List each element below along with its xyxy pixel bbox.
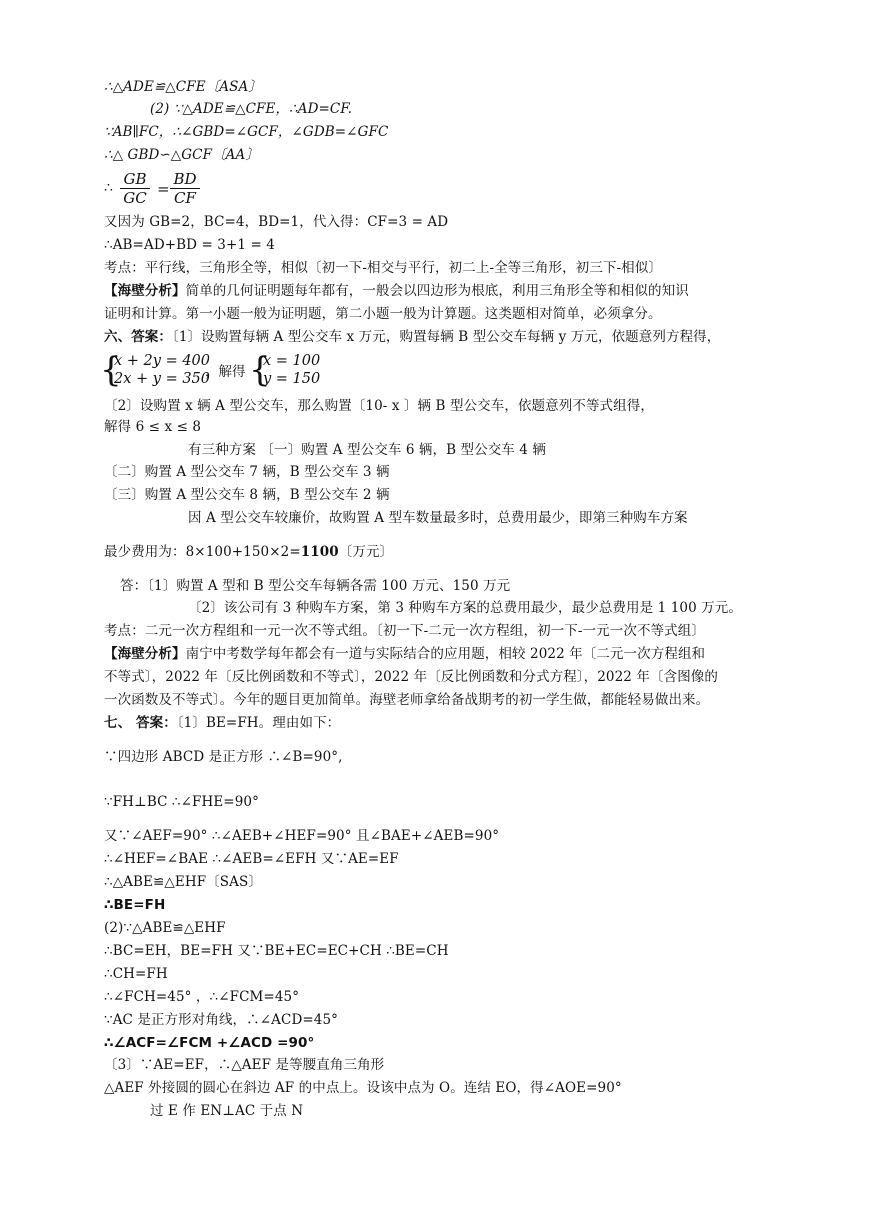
- text-line: 不等式〕，2022 年〔反比例函数和不等式〕，2022 年〔反比例函数和分式方程〕，2022 年〔含图像的: [104, 669, 718, 685]
- text-line: 〔2〕该公司有 3 种购车方案，第 3 种购车方案的总费用最少，最少总费用是 1 100 万元。: [188, 600, 742, 616]
- proof-line: ∵FH⊥BC ∴∠FHE=90°: [104, 794, 259, 810]
- proof-line: (2)∵△ABE≌△EHF: [104, 920, 226, 936]
- proof-line: ∴△ABE≌△EHF〔SAS〕: [104, 874, 262, 890]
- text-line: 一次函数及不等式〕。今年的题目更加简单。海壁老师拿给备战期考的初一学生做，都能轻易做出来。: [104, 692, 710, 708]
- fraction-numerator: BD: [170, 170, 200, 189]
- fraction-denominator: CF: [174, 189, 196, 207]
- text-line: 〔二〕购置 A 型公交车 7 辆，B 型公交车 3 辆: [104, 464, 390, 480]
- answer-text: 〔1〕BE=FH。理由如下：: [176, 715, 341, 731]
- left-brace-icon: {: [249, 350, 271, 390]
- text-line: 〔三〕购置 A 型公交车 8 辆，B 型公交车 2 辆: [104, 487, 390, 503]
- solve-label: ，解得: [205, 364, 246, 380]
- analysis-tag: 【海壁分析】: [104, 646, 186, 662]
- equation-system: [100, 350, 211, 390]
- proof-conclusion: ∴∠ACF=∠FCM +∠ACD =90°: [104, 1035, 315, 1051]
- fraction-denominator: GC: [123, 189, 147, 207]
- left-brace-icon: {: [100, 350, 122, 390]
- answer-tag: 六、答案：: [104, 329, 172, 345]
- analysis-text: 南宁中考数学每年都会有一道与实际结合的应用题，相较 2022 年〔二元一次方程组和: [185, 646, 706, 662]
- cost-unit: 〔万元〕: [338, 544, 394, 560]
- cost-result: 1100: [300, 544, 339, 560]
- proof-line: ∴△ADE≌△CFE〔ASA〕: [104, 79, 262, 95]
- fraction-numerator: GB: [120, 170, 150, 189]
- therefore-symbol: ∴: [104, 180, 113, 196]
- proof-line: ∵四边形 ABCD 是正方形 ∴∠B=90°,: [104, 749, 343, 765]
- proof-line: ∴△ GBD∽△GCF〔AA〕: [104, 147, 259, 163]
- proof-conclusion: ∴BE=FH: [104, 897, 166, 913]
- text-line: 答：〔1〕购置 A 型和 B 型公交车每辆各需 100 万元、150 万元: [120, 578, 511, 594]
- solution-system: [249, 350, 333, 390]
- text-line: 又因为 GB=2，BC=4，BD=1，代入得：CF=3 = AD: [104, 214, 449, 230]
- equation-row: 2x + y = 350: [114, 371, 211, 387]
- answer-line: [104, 328, 720, 346]
- fraction-gb-gc: [120, 170, 150, 207]
- cost-line: [104, 543, 393, 561]
- equals-sign: =: [157, 180, 170, 198]
- answer-tag: 七、 答案：: [104, 715, 177, 731]
- proof-line: ∵AC 是正方形对角线，∴∠ACD=45°: [104, 1012, 339, 1028]
- analysis-line: [104, 282, 689, 300]
- exam-point-line: 考点：二元一次方程组和一元一次不等式组。〔初一下-二元一次方程组，初一下-一元一次不等式组〕: [104, 623, 705, 639]
- proof-line: △AEF 外接圆的圆心在斜边 AF 的中点上。设该中点为 O。连结 EO，得∠AOE=90°: [104, 1080, 622, 1096]
- proof-line: ∴∠HEF=∠BAE ∴∠AEB=∠EFH 又∵AE=EF: [104, 851, 399, 867]
- text-line: 〔2〕设购置 x 辆 A 型公交车，那么购置〔10- x 〕辆 B 型公交车，依题意列不等式组得，: [104, 398, 654, 414]
- fraction-bd-cf: [170, 170, 200, 207]
- proof-line: ∴BC=EH，BE=FH 又∵BE+EC=EC+CH ∴BE=CH: [104, 943, 449, 959]
- exam-point-line: 考点：平行线，三角形全等，相似〔初一下-相交与平行，初二上-全等三角形，初三下-相似〕: [104, 260, 662, 276]
- proof-line: ∴CH=FH: [104, 966, 168, 982]
- equation-row: x = 100: [263, 353, 321, 369]
- proof-line: 〔3〕∵AE=EF，∴△AEF 是等腰直角三角形: [104, 1057, 385, 1073]
- text-line: 因 A 型公交车较廉价，故购置 A 型车数量最多时，总费用最少，即第三种购车方案: [188, 510, 688, 526]
- proof-line: 又∵∠AEF=90° ∴∠AEB+∠HEF=90° 且∠BAE+∠AEB=90°: [104, 828, 500, 844]
- text-line: 解得 6 ≤ x ≤ 8: [104, 419, 202, 435]
- equation-row: y = 150: [263, 371, 321, 387]
- proof-line: (2) ∵△ADE≌△CFE，∴AD=CF.: [150, 101, 353, 117]
- proof-line: ∴∠FCH=45° ，∴∠FCM=45°: [104, 989, 300, 1005]
- cost-expression: 最少费用为：8×100+150×2=: [104, 544, 301, 560]
- equation-row: x + 2y = 400: [114, 353, 211, 369]
- text-line: ∴AB=AD+BD = 3+1 = 4: [104, 237, 275, 253]
- text-line: 有三种方案 〔一〕购置 A 型公交车 6 辆，B 型公交车 4 辆: [188, 442, 546, 458]
- answer-text: 〔1〕设购置每辆 A 型公交车 x 万元，购置每辆 B 型公交车每辆 y 万元，依题意列方程得，: [172, 329, 721, 345]
- answer-line: [104, 714, 340, 732]
- proof-line: ∵AB∥FC，∴∠GBD=∠GCF，∠GDB=∠GFC: [104, 124, 389, 140]
- text-line: 证明和计算。第一小题一般为证明题，第二小题一般为计算题。这类题相对简单，必须拿分。: [104, 306, 662, 322]
- analysis-text: 简单的几何证明题每年都有，一般会以四边形为根底，利用三角形全等和相似的知识: [185, 283, 689, 299]
- analysis-line: [104, 645, 705, 663]
- proof-line: 过 E 作 EN⊥AC 于点 N: [150, 1103, 304, 1119]
- analysis-tag: 【海壁分析】: [104, 283, 186, 299]
